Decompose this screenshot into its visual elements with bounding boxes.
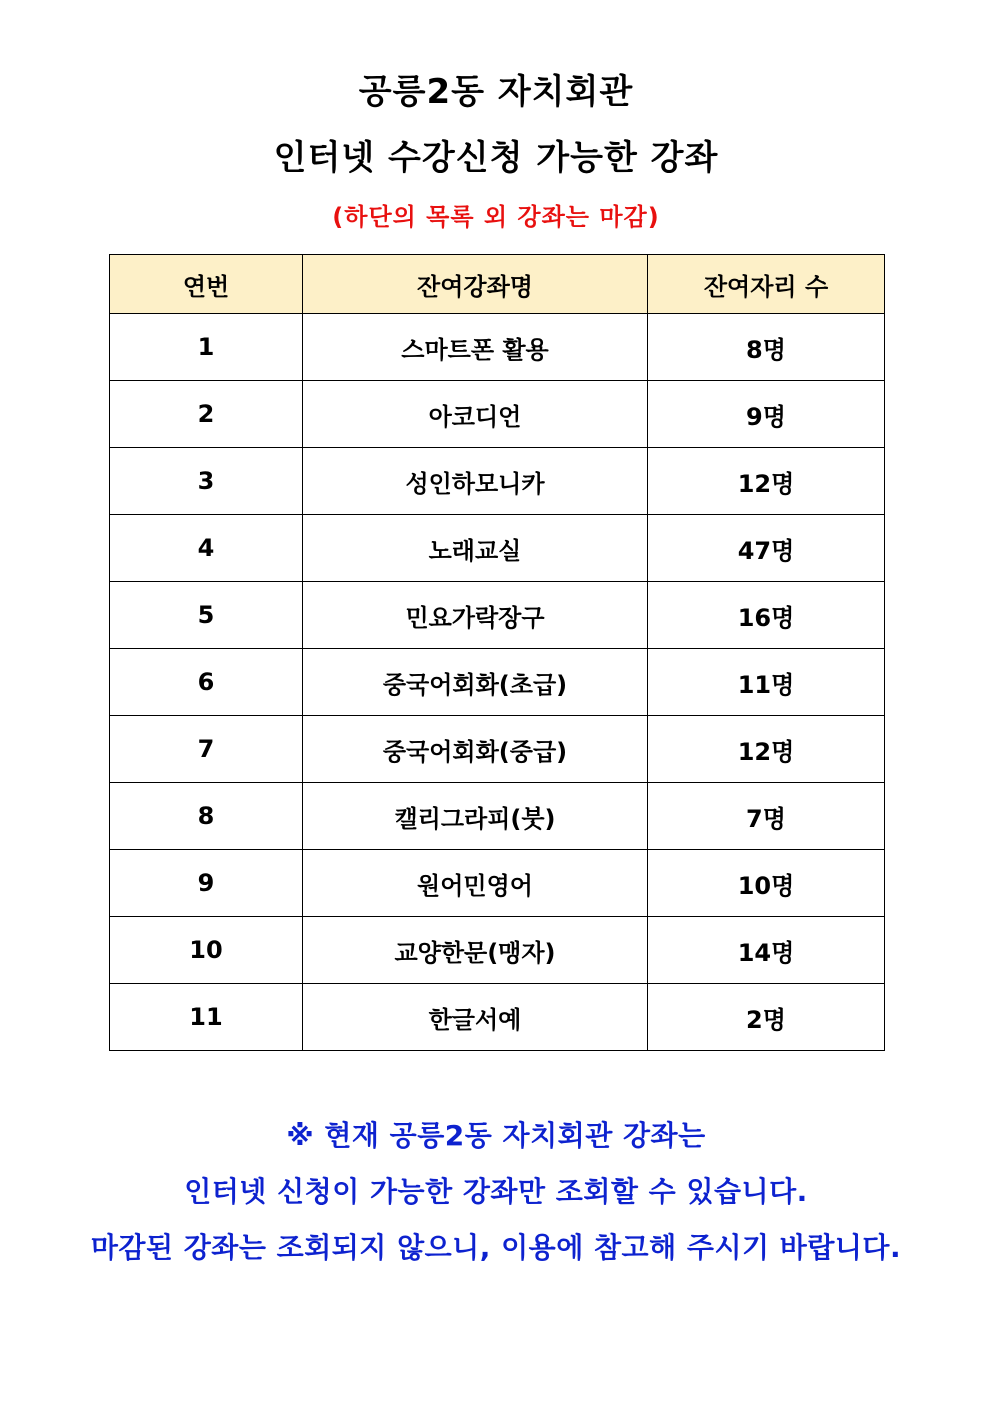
table-row <box>110 783 885 850</box>
cell-remaining-seats: 12명 <box>648 448 885 515</box>
cell-course-name: 한글서예 <box>303 984 648 1051</box>
cell-no: 9 <box>110 850 303 917</box>
cell-course-name: 중국어회화(초급) <box>303 649 648 716</box>
cell-course-name: 민요가락장구 <box>303 582 648 649</box>
table-row <box>110 515 885 582</box>
cell-no: 2 <box>110 381 303 448</box>
column-header-no: 연번 <box>110 255 303 314</box>
table-body <box>110 314 885 1051</box>
cell-course-name: 노래교실 <box>303 515 648 582</box>
cell-course-name: 교양한문(맹자) <box>303 917 648 984</box>
cell-no: 1 <box>110 314 303 381</box>
cell-course-name: 중국어회화(중급) <box>303 716 648 783</box>
column-header-remaining-seats: 잔여자리 수 <box>648 255 885 314</box>
cell-course-name: 원어민영어 <box>303 850 648 917</box>
cell-remaining-seats: 8명 <box>648 314 885 381</box>
table-row <box>110 917 885 984</box>
cell-no: 11 <box>110 984 303 1051</box>
cell-course-name: 아코디언 <box>303 381 648 448</box>
header-row <box>110 255 885 314</box>
closing-note: (하단의 목록 외 강좌는 마감) <box>332 203 660 231</box>
page-title: 공릉2동 자치회관 <box>358 72 634 112</box>
cell-no: 8 <box>110 783 303 850</box>
table-row <box>110 850 885 917</box>
cell-course-name: 스마트폰 활용 <box>303 314 648 381</box>
table-row <box>110 649 885 716</box>
cell-remaining-seats: 14명 <box>648 917 885 984</box>
cell-remaining-seats: 9명 <box>648 381 885 448</box>
cell-no: 4 <box>110 515 303 582</box>
cell-no: 6 <box>110 649 303 716</box>
table-row <box>110 716 885 783</box>
table-row <box>110 582 885 649</box>
cell-remaining-seats: 12명 <box>648 716 885 783</box>
cell-no: 3 <box>110 448 303 515</box>
table-row <box>110 381 885 448</box>
table-header <box>110 255 885 314</box>
cell-remaining-seats: 7명 <box>648 783 885 850</box>
cell-course-name: 캘리그라피(붓) <box>303 783 648 850</box>
cell-remaining-seats: 11명 <box>648 649 885 716</box>
cell-remaining-seats: 10명 <box>648 850 885 917</box>
cell-course-name: 성인하모니카 <box>303 448 648 515</box>
page-subtitle-heading: 인터넷 수강신청 가능한 강좌 <box>273 138 719 178</box>
table-row <box>110 984 885 1051</box>
notice-line-2: 인터넷 신청이 가능한 강좌만 조회할 수 있습니다. <box>184 1175 808 1208</box>
table-row <box>110 314 885 381</box>
cell-no: 10 <box>110 917 303 984</box>
cell-remaining-seats: 47명 <box>648 515 885 582</box>
cell-remaining-seats: 16명 <box>648 582 885 649</box>
course-table <box>109 254 885 1051</box>
notice-line-1: ※ 현재 공릉2동 자치회관 강좌는 <box>286 1119 706 1152</box>
notice-line-3: 마감된 강좌는 조회되지 않으니, 이용에 참고해 주시기 바랍니다. <box>90 1231 902 1264</box>
table-row <box>110 448 885 515</box>
cell-no: 7 <box>110 716 303 783</box>
column-header-course-name: 잔여강좌명 <box>303 255 648 314</box>
cell-remaining-seats: 2명 <box>648 984 885 1051</box>
cell-no: 5 <box>110 582 303 649</box>
